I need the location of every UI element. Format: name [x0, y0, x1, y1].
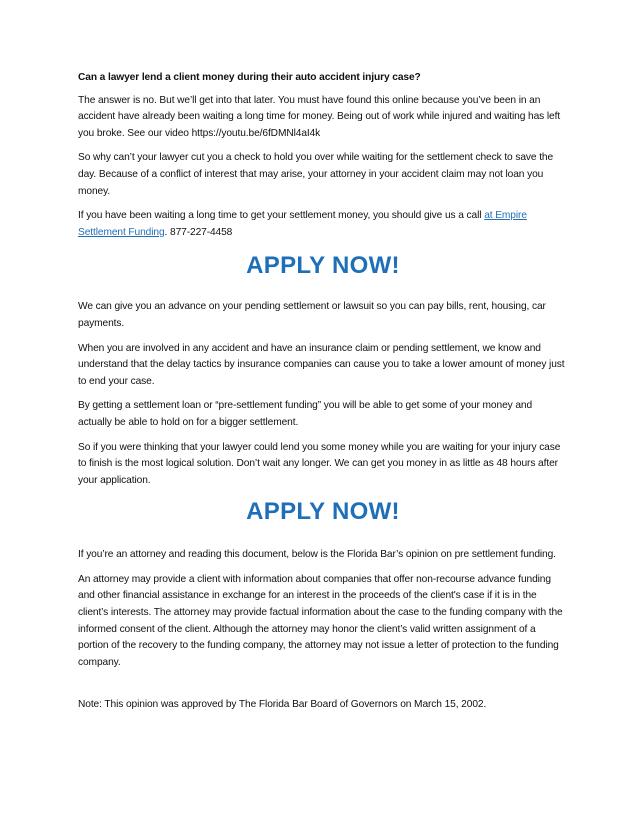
paragraph-advance: We can give you an advance on your pending settlement or lawsuit so you can pay bills, rent, housing, car payments. [78, 301, 546, 329]
phone-number-text: . 877-227-4458 [164, 226, 233, 238]
empire-settlement-funding-link[interactable]: at Empire Settlement Funding [78, 210, 527, 238]
paragraph-insurance: When you are involved in any accident and have an insurance claim or pending settlement, we know and understand that the delay tactics by insurance companies can cause you to take a lower amount of money just to end your case. [78, 342, 565, 387]
paragraph-note: Note: This opinion was approved by The Florida Bar Board of Governors on March 15, 2002. [78, 699, 487, 711]
call-us-text: If you have been waiting a long time to get your settlement money, you should give us a call [78, 210, 485, 222]
paragraph-attorney-intro: If you’re an attorney and reading this document, below is the Florida Bar’s opinion on pre settlement funding. [78, 549, 556, 561]
apply-now-link-1[interactable]: APPLY NOW! [246, 252, 400, 280]
paragraph-conflict: So why can’t your lawyer cut you a check to hold you over while waiting for the settlement check to save the day. Because of a conflict of interest that may arise, your attorney in your accident claim may not loan you money. [78, 152, 554, 197]
paragraph-pre-settlement: By getting a settlement loan or “pre-settlement funding” you will be able to get some of your money and actually be able to hold on for a bigger settlement. [78, 400, 533, 428]
paragraph-florida-bar-opinion: An attorney may provide a client with information about companies that offer non-recourse advance funding and other financial assistance in exchange for an interest in the proceeds of the client's case if it is in the client’s interests. The attorney may provide factual information about the case to the funding company with the informed consent of the client. Although the attorney may honor the client’s valid written assignment of a portion of the recovery to the funding company, the attorney may not issue a letter of protection to the funding company. [78, 573, 563, 668]
paragraph-dont-wait: So if you were thinking that your lawyer could lend you some money while you are waiting for your injury case to finish is the most logical solution. Don’t wait any longer. We can get you money in as little as 48 hours after your application. [78, 441, 561, 486]
spacer [78, 679, 568, 697]
apply-now-link-2[interactable]: APPLY NOW! [246, 498, 400, 526]
paragraph-answer: The answer is no. But we’ll get into that later. You must have found this online because you’ve been in an accident have already been waiting a long time for money. Being out of work while injured and waiting has left you broke. See our video https://youtu.be/6fDMNl4aI4k [78, 94, 561, 139]
document-heading: Can a lawyer lend a client money during their auto accident injury case? [78, 72, 421, 83]
document-page [78, 70, 568, 722]
paragraph-call-us [78, 208, 568, 241]
